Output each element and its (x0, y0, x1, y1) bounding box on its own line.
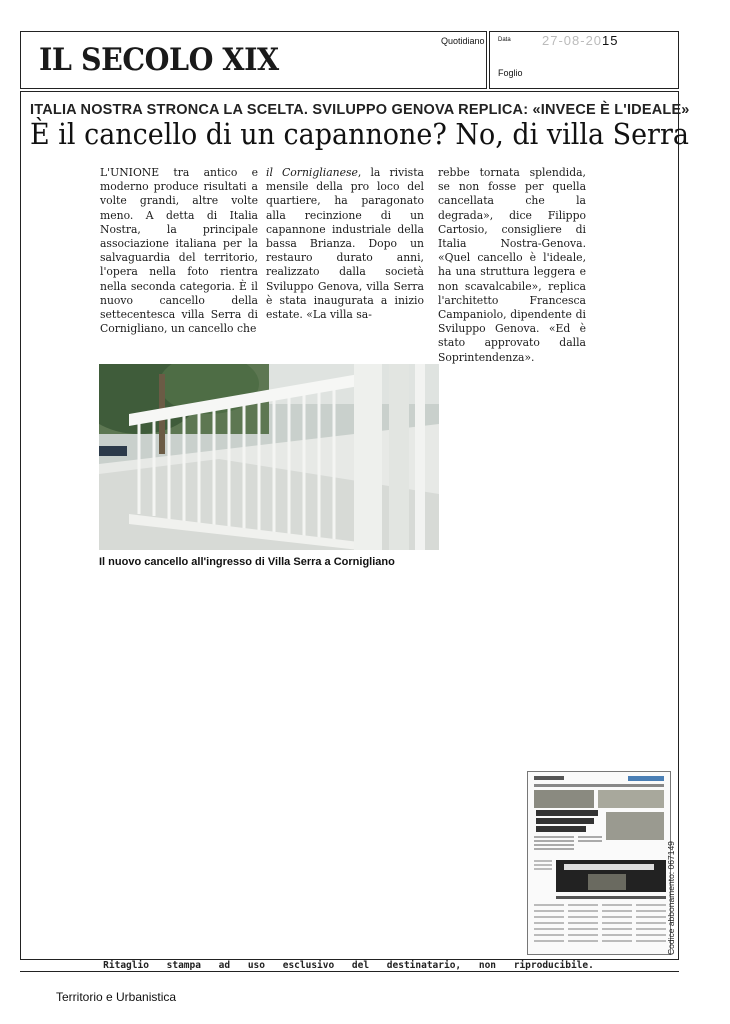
date-label: Data (498, 37, 511, 43)
gate-photo-illustration (99, 364, 439, 550)
masthead (20, 31, 487, 89)
article-kicker: ITALIA NOSTRA STRONCA LA SCELTA. SVILUPPO GENOVA REPLICA: «INVECE È L'IDEALE» (30, 102, 690, 118)
date-value (542, 33, 619, 48)
article-column-3: rebbe tornata splendida, se non fosse per quella cancellata che la degrada», dice Filippo Cartosio, consigliere di Italia Nostra-Genova. «Quel cancello è l'ideale, ha una struttura leggera e non scavalcabile», replica l'architetto Francesca Campaniolo, dipendente di Sviluppo Genova. «Ed è stato approvato dalla Soprintendenza». (438, 166, 586, 364)
subscription-code: Codice abbonamento: 067149 (666, 841, 676, 955)
gate-photo (99, 364, 439, 550)
article-column-2 (266, 166, 424, 322)
page-thumbnail-illustration (528, 772, 670, 954)
reproduction-notice: Ritaglio stampa ad uso esclusivo del destinatario, non riproducibile. (103, 960, 594, 971)
page-thumbnail (527, 771, 671, 955)
footer-rule (20, 971, 679, 972)
column-2-text: , la rivista mensile della pro loco del quartiere, ha paragonato alla recinzione di un capannone industriale della bassa Brianza. Dopo un restauro durato anni, realizzato dalla società Sviluppo Genova, villa Serra è stata inaugurata a inizio estate. «La villa sa- (266, 166, 424, 322)
meta-box (489, 31, 679, 89)
date-visible: 15 (602, 33, 619, 48)
article-column-1: L'UNIONE tra antico e moderno produce risultati a volte grandi, altre volte meno. A detta di Italia Nostra, la principale associazione italiana per la salvaguardia del territorio, l'opera nella foto rientra nella seconda categoria. È il nuovo cancello della settecentesca villa Serra di Cornigliano, un cancello che (100, 166, 258, 336)
newspaper-logo: IL SECOLO XIX (39, 42, 279, 78)
photo-caption: Il nuovo cancello all'ingresso di Villa Serra a Cornigliano (99, 556, 395, 568)
sheet-label: Foglio (498, 68, 523, 78)
date-faint: 27-08-20 (542, 33, 603, 48)
section-label: Territorio e Urbanistica (56, 990, 177, 1004)
article-headline: È il cancello di un capannone? No, di villa Serra (30, 117, 689, 151)
magazine-name: il Corniglianese (266, 166, 358, 179)
publication-type: Quotidiano (441, 36, 485, 46)
